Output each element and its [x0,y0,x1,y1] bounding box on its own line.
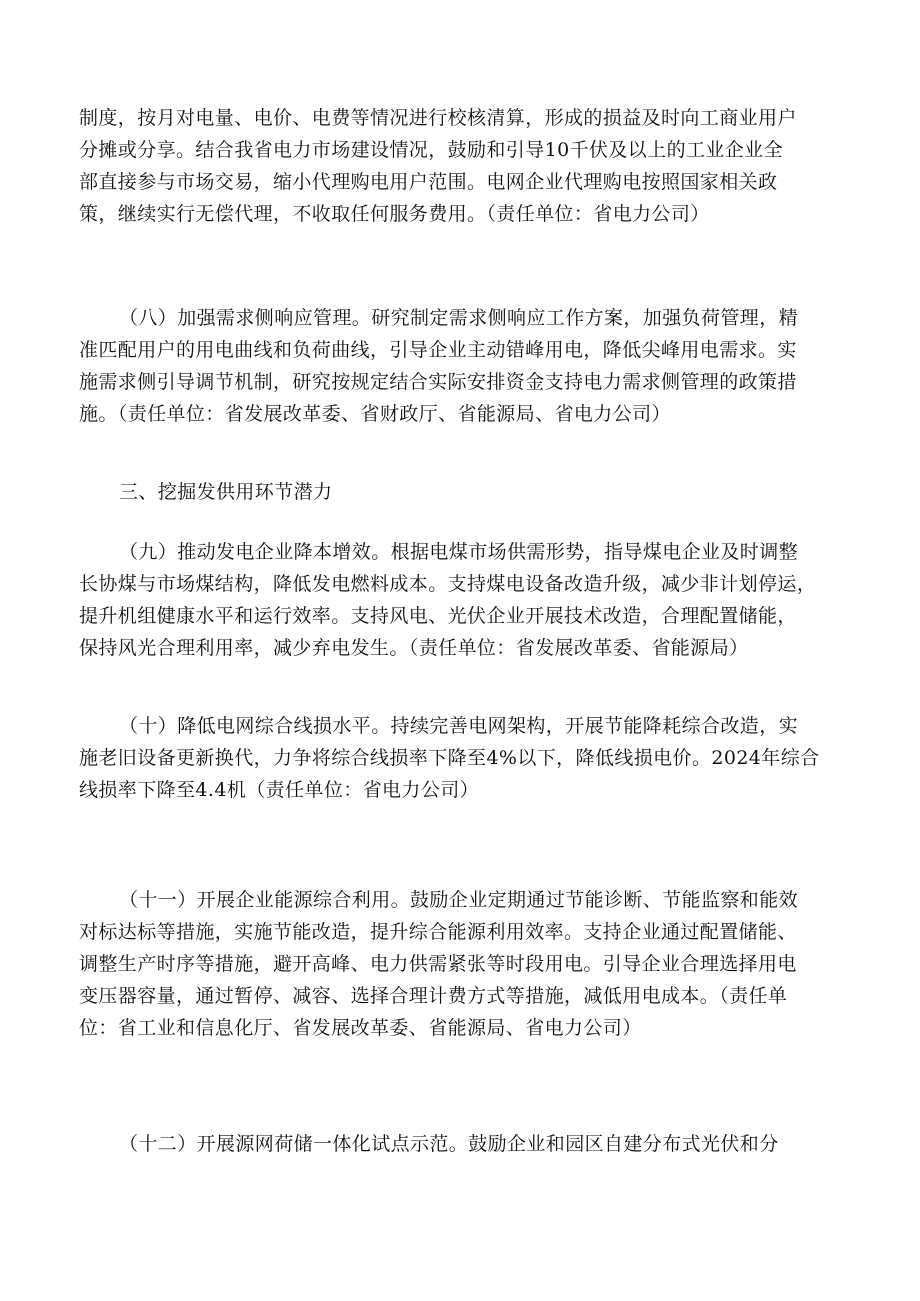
paragraph-item-8 [79,302,849,430]
text-line: （九）推动发电企业降本增效。根据电煤市场供需形势，指导煤电企业及时调整 [119,541,799,563]
paragraph-item-11 [79,884,849,1044]
text-line: 调整生产时序等措施，避开高峰、电力供需紧张等时段用电。引导企业合理选择用电 [79,953,797,975]
text-line: 施老旧设备更新换代，力争将综合线损率下降至4%以下，降低线损电价。2024年综合 [79,747,820,769]
text-line: 长协煤与市场煤结构，降低发电燃料成本。支持煤电设备改造升级，减少非计划停运， [79,573,817,595]
text-line: 部直接参与市场交易，缩小代理购电用户范围。电网企业代理购电按照国家相关政 [79,171,778,193]
text-line: 位：省工业和信息化厅、省发展改革委、省能源局、省电力公司） [79,1017,642,1039]
text-line: （十二）开展源网荷储一体化试点示范。鼓励企业和园区自建分布式光伏和分 [119,1133,779,1155]
text-line: 施。（责任单位：省发展改革委、省财政厅、省能源局、省电力公司） [79,403,671,425]
text-line: 施需求侧引导调节机制，研究按规定结合实际安排资金支持电力需求侧管理的政策措 [79,371,797,393]
paragraph-item-9 [79,536,849,664]
text-line: （十）降低电网综合线损水平。持续完善电网架构，开展节能降耗综合改造，实 [119,715,799,737]
section-heading-3 [79,476,849,508]
text-line: 提升机组健康水平和运行效率。支持风电、光伏企业开展技术改造，合理配置储能， [79,605,797,627]
text-line: 准匹配用户的用电曲线和负荷曲线，引导企业主动错峰用电，降低尖峰用电需求。实 [79,339,797,361]
text-line: （十一）开展企业能源综合利用。鼓励企业定期通过节能诊断、节能监察和能效 [119,889,799,911]
paragraph-item-10 [79,710,849,806]
section-heading-text: 三、挖掘发供用环节潜力 [119,481,333,503]
text-line: 策，继续实行无偿代理，不收取任何服务费用。（责任单位：省电力公司） [79,203,710,225]
text-line: 分摊或分享。结合我省电力市场建设情况，鼓励和引导10千伏及以上的工业企业全 [79,139,783,161]
text-line: （八）加强需求侧响应管理。研究制定需求侧响应工作方案，加强负荷管理，精 [119,307,799,329]
text-line: 保持风光合理利用率，减少弃电发生。（责任单位：省发展改革委、省能源局） [79,637,749,659]
paragraph-continuation [79,102,849,230]
text-line: 变压器容量，通过暂停、减容、选择合理计费方式等措施，减低用电成本。（责任单 [79,985,788,1007]
text-line: 制度，按月对电量、电价、电费等情况进行校核清算，形成的损益及时向工商业用户 [79,107,797,129]
paragraph-item-12 [79,1128,849,1160]
text-line: 线损率下降至4.4机（责任单位：省电力公司） [79,779,480,801]
text-line: 对标达标等措施，实施节能改造，提升综合能源利用效率。支持企业通过配置储能、 [79,921,797,943]
